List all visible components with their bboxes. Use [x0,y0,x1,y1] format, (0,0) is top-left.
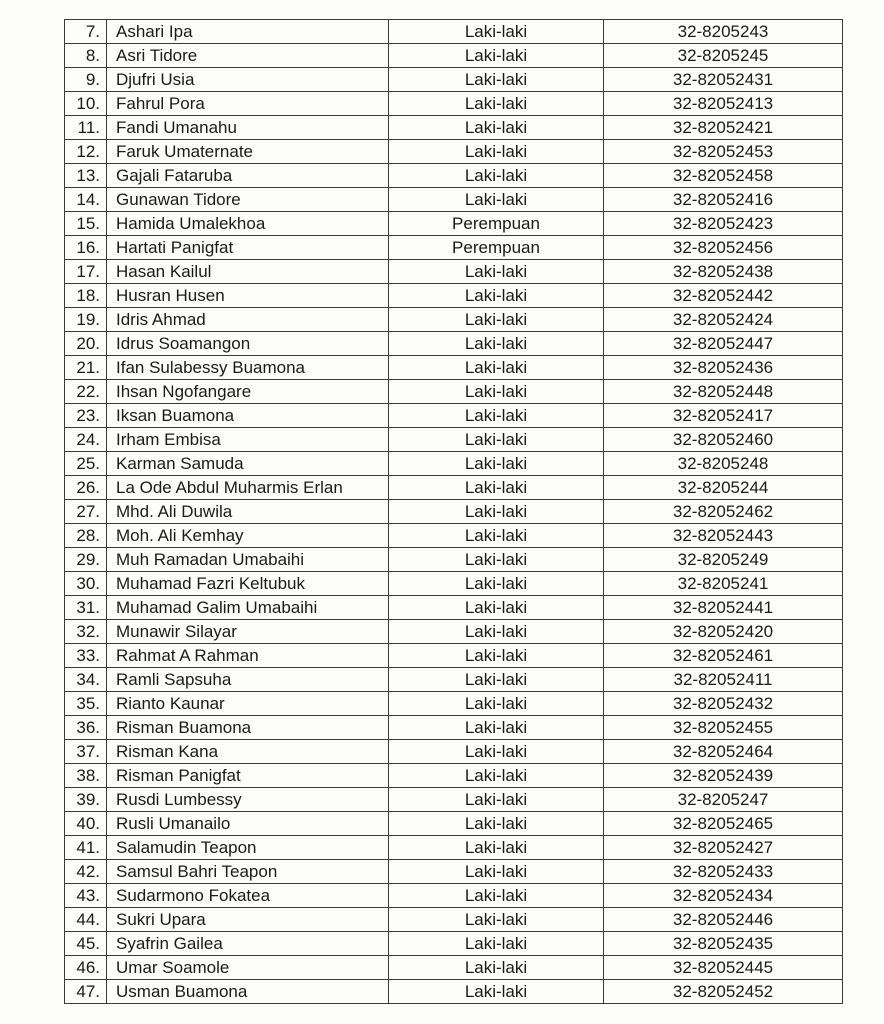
row-number: 19. [65,308,107,332]
person-name: Ihsan Ngofangare [107,380,389,404]
table-row [65,164,843,188]
id-number: 32-82052436 [604,356,843,380]
person-name: Djufri Usia [107,68,389,92]
id-number: 32-82052439 [604,764,843,788]
gender-cell: Laki-laki [389,692,604,716]
gender-cell: Laki-laki [389,788,604,812]
table-row [65,308,843,332]
gender-cell: Laki-laki [389,644,604,668]
row-number: 30. [65,572,107,596]
person-name: Muhamad Fazri Keltubuk [107,572,389,596]
person-name: Usman Buamona [107,980,389,1004]
row-number: 36. [65,716,107,740]
person-name: Rusli Umanailo [107,812,389,836]
gender-cell: Laki-laki [389,740,604,764]
person-name: Risman Buamona [107,716,389,740]
gender-cell: Laki-laki [389,716,604,740]
person-name: Munawir Silayar [107,620,389,644]
person-name: Samsul Bahri Teapon [107,860,389,884]
row-number: 33. [65,644,107,668]
id-number: 32-82052453 [604,140,843,164]
row-number: 29. [65,548,107,572]
row-number: 45. [65,932,107,956]
id-number: 32-82052465 [604,812,843,836]
row-number: 32. [65,620,107,644]
person-name: Fahrul Pora [107,92,389,116]
gender-cell: Laki-laki [389,908,604,932]
person-name: Muhamad Galim Umabaihi [107,596,389,620]
person-name: Husran Husen [107,284,389,308]
row-number: 22. [65,380,107,404]
table-row [65,980,843,1004]
gender-cell: Laki-laki [389,332,604,356]
row-number: 12. [65,140,107,164]
table-row [65,764,843,788]
gender-cell: Laki-laki [389,956,604,980]
table-row [65,548,843,572]
gender-cell: Laki-laki [389,428,604,452]
id-number: 32-82052462 [604,500,843,524]
gender-cell: Laki-laki [389,380,604,404]
id-number: 32-8205244 [604,476,843,500]
row-number: 10. [65,92,107,116]
gender-cell: Laki-laki [389,764,604,788]
table-row [65,188,843,212]
row-number: 37. [65,740,107,764]
gender-cell: Perempuan [389,212,604,236]
person-name: Syafrin Gailea [107,932,389,956]
table-row [65,956,843,980]
table-row [65,740,843,764]
row-number: 11. [65,116,107,140]
id-number: 32-82052447 [604,332,843,356]
row-number: 27. [65,500,107,524]
person-name: Karman Samuda [107,452,389,476]
person-name: Rianto Kaunar [107,692,389,716]
row-number: 15. [65,212,107,236]
person-name: Rahmat A Rahman [107,644,389,668]
row-number: 40. [65,812,107,836]
row-number: 7. [65,20,107,44]
table-row [65,260,843,284]
gender-cell: Laki-laki [389,860,604,884]
table-row [65,236,843,260]
gender-cell: Laki-laki [389,980,604,1004]
person-name: Rusdi Lumbessy [107,788,389,812]
gender-cell: Laki-laki [389,452,604,476]
id-number: 32-82052443 [604,524,843,548]
id-number: 32-8205243 [604,20,843,44]
id-number: 32-82052464 [604,740,843,764]
gender-cell: Laki-laki [389,596,604,620]
gender-cell: Laki-laki [389,572,604,596]
id-number: 32-82052458 [604,164,843,188]
table-row [65,596,843,620]
table-row [65,836,843,860]
id-number: 32-82052411 [604,668,843,692]
gender-cell: Laki-laki [389,404,604,428]
row-number: 43. [65,884,107,908]
person-name: Asri Tidore [107,44,389,68]
table-row [65,716,843,740]
id-number: 32-82052424 [604,308,843,332]
person-name: Salamudin Teapon [107,836,389,860]
id-number: 32-82052441 [604,596,843,620]
row-number: 28. [65,524,107,548]
id-number: 32-82052460 [604,428,843,452]
table-row [65,812,843,836]
gender-cell: Laki-laki [389,188,604,212]
person-name: Gunawan Tidore [107,188,389,212]
person-name: Sukri Upara [107,908,389,932]
id-number: 32-82052455 [604,716,843,740]
id-number: 32-82052413 [604,92,843,116]
id-number: 32-82052452 [604,980,843,1004]
gender-cell: Laki-laki [389,20,604,44]
table-row [65,644,843,668]
person-name: Faruk Umaternate [107,140,389,164]
gender-cell: Laki-laki [389,260,604,284]
gender-cell: Laki-laki [389,92,604,116]
id-number: 32-82052445 [604,956,843,980]
id-number: 32-8205241 [604,572,843,596]
row-number: 31. [65,596,107,620]
table-row [65,692,843,716]
person-name: Ifan Sulabessy Buamona [107,356,389,380]
gender-cell: Laki-laki [389,44,604,68]
person-name: Idrus Soamangon [107,332,389,356]
table-row [65,332,843,356]
table-row [65,908,843,932]
roster-table [64,19,843,1004]
person-name: Moh. Ali Kemhay [107,524,389,548]
row-number: 14. [65,188,107,212]
row-number: 8. [65,44,107,68]
gender-cell: Laki-laki [389,812,604,836]
gender-cell: Laki-laki [389,164,604,188]
table-row [65,356,843,380]
person-name: Risman Kana [107,740,389,764]
person-name: Ramli Sapsuha [107,668,389,692]
id-number: 32-82052446 [604,908,843,932]
table-row [65,404,843,428]
table-row [65,44,843,68]
id-number: 32-8205249 [604,548,843,572]
row-number: 17. [65,260,107,284]
id-number: 32-82052421 [604,116,843,140]
row-number: 25. [65,452,107,476]
gender-cell: Laki-laki [389,356,604,380]
gender-cell: Laki-laki [389,668,604,692]
table-row [65,572,843,596]
table-row [65,68,843,92]
row-number: 39. [65,788,107,812]
row-number: 38. [65,764,107,788]
id-number: 32-8205248 [604,452,843,476]
table-row [65,500,843,524]
row-number: 16. [65,236,107,260]
table-row [65,212,843,236]
gender-cell: Laki-laki [389,548,604,572]
gender-cell: Perempuan [389,236,604,260]
id-number: 32-82052431 [604,68,843,92]
row-number: 23. [65,404,107,428]
row-number: 24. [65,428,107,452]
gender-cell: Laki-laki [389,620,604,644]
person-name: Iksan Buamona [107,404,389,428]
person-name: Irham Embisa [107,428,389,452]
row-number: 47. [65,980,107,1004]
row-number: 18. [65,284,107,308]
gender-cell: Laki-laki [389,932,604,956]
person-name: Hamida Umalekhoa [107,212,389,236]
row-number: 41. [65,836,107,860]
id-number: 32-82052461 [604,644,843,668]
row-number: 21. [65,356,107,380]
person-name: Idris Ahmad [107,308,389,332]
id-number: 32-82052435 [604,932,843,956]
gender-cell: Laki-laki [389,524,604,548]
person-name: Sudarmono Fokatea [107,884,389,908]
row-number: 20. [65,332,107,356]
row-number: 26. [65,476,107,500]
id-number: 32-82052423 [604,212,843,236]
row-number: 44. [65,908,107,932]
table-row [65,380,843,404]
table-row [65,524,843,548]
gender-cell: Laki-laki [389,284,604,308]
person-name: Risman Panigfat [107,764,389,788]
table-row [65,860,843,884]
row-number: 42. [65,860,107,884]
table-row [65,428,843,452]
row-number: 35. [65,692,107,716]
table-row [65,788,843,812]
id-number: 32-82052434 [604,884,843,908]
table-row [65,932,843,956]
table-row [65,20,843,44]
person-name: Fandi Umanahu [107,116,389,140]
id-number: 32-82052416 [604,188,843,212]
gender-cell: Laki-laki [389,308,604,332]
person-name: Gajali Fataruba [107,164,389,188]
id-number: 32-82052420 [604,620,843,644]
row-number: 34. [65,668,107,692]
id-number: 32-82052433 [604,860,843,884]
id-number: 32-82052448 [604,380,843,404]
gender-cell: Laki-laki [389,884,604,908]
table-row [65,140,843,164]
table-row [65,92,843,116]
table-row [65,476,843,500]
person-name: Hartati Panigfat [107,236,389,260]
id-number: 32-82052438 [604,260,843,284]
row-number: 13. [65,164,107,188]
gender-cell: Laki-laki [389,68,604,92]
person-name: Ashari Ipa [107,20,389,44]
table-row [65,452,843,476]
gender-cell: Laki-laki [389,476,604,500]
gender-cell: Laki-laki [389,140,604,164]
id-number: 32-82052442 [604,284,843,308]
id-number: 32-82052417 [604,404,843,428]
table-row [65,620,843,644]
person-name: Hasan Kailul [107,260,389,284]
id-number: 32-8205247 [604,788,843,812]
person-name: Muh Ramadan Umabaihi [107,548,389,572]
table-row [65,668,843,692]
gender-cell: Laki-laki [389,116,604,140]
id-number: 32-82052432 [604,692,843,716]
table-row [65,284,843,308]
gender-cell: Laki-laki [389,500,604,524]
person-name: La Ode Abdul Muharmis Erlan [107,476,389,500]
table-row [65,884,843,908]
table-row [65,116,843,140]
gender-cell: Laki-laki [389,836,604,860]
row-number: 9. [65,68,107,92]
id-number: 32-82052427 [604,836,843,860]
person-name: Umar Soamole [107,956,389,980]
row-number: 46. [65,956,107,980]
id-number: 32-8205245 [604,44,843,68]
roster-table-body [65,20,843,1004]
person-name: Mhd. Ali Duwila [107,500,389,524]
id-number: 32-82052456 [604,236,843,260]
